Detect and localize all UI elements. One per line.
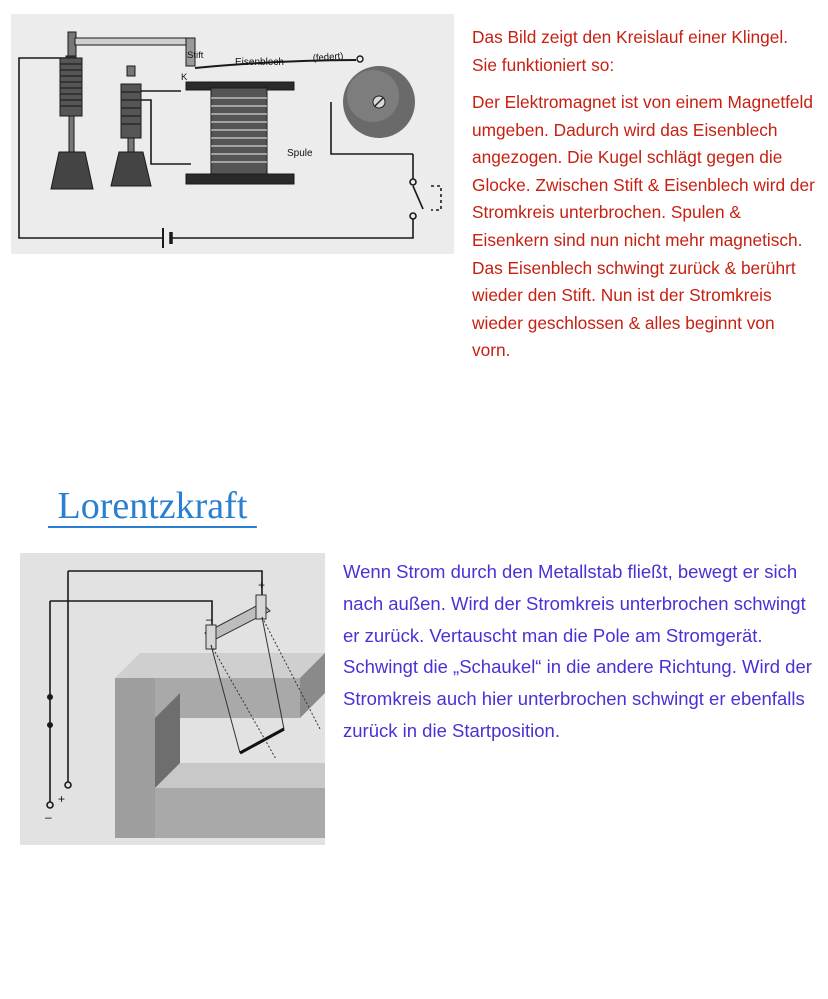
lorentz-svg [20, 553, 325, 845]
wire-front [50, 601, 212, 631]
label-sprung: (federt) [312, 50, 344, 64]
label-minus-top: – [206, 612, 213, 626]
electromagnet-coil [186, 82, 294, 184]
bell-intro-paragraph: Das Bild zeigt den Kreislauf einer Klingel. Sie funktioniert so: [472, 27, 789, 75]
lorentz-explanation-text: Wenn Strom durch den Metallstab fließt, bewegt er sich nach außen. Wird der Stromkreis unterbrochen schwingt er zurück. Vertauscht man die Pole am Stromgerät. Schwingt die „Schaukel“ in die andere Richtung. Wird der Stromkreis auch hier unterbrochen schwingt er ebenfalls zurück in die Startposition. [343, 561, 812, 741]
label-coil: Spule [287, 148, 313, 159]
bell-explanation-text [472, 89, 817, 365]
label-plus-terminal: + [58, 792, 66, 806]
bell-dome [343, 66, 415, 138]
lorentz-heading: Lorentzkraft [48, 485, 257, 527]
bell-explanation-paragraph: Der Elektromagnet ist von einem Magnetfeld umgeben. Dadurch wird das Eisenblech angezogen. Die Kugel schlägt gegen die Glocke. Zwischen Stift & Eisenblech wird der Stromkreis unterbrochen. Spulen & Eisenkern sind nun nicht mehr magnetisch. Das Eisenblech schwingt zurück & berührt wieder den Stift. Nun ist der Stromkreis wieder geschlossen & alles beginnt von vorn. [472, 92, 815, 361]
switch-lever [413, 186, 423, 209]
wire-battery-right [171, 219, 413, 238]
battery-symbol [163, 228, 171, 248]
rail-bar [205, 595, 270, 649]
switch-bracket [431, 186, 441, 210]
label-pin: Stift [187, 50, 204, 61]
right-post [111, 66, 151, 186]
horseshoe-magnet [115, 653, 325, 838]
label-plus-top: + [258, 578, 266, 592]
bell-circuit-diagram [11, 14, 454, 254]
bell-circuit-svg [11, 14, 454, 254]
lorentz-force-diagram [20, 553, 325, 845]
label-minus-terminal: – [45, 810, 52, 824]
label-iron-sheet: Eisenblech [235, 57, 284, 68]
label-contact: K [181, 72, 188, 83]
bell-intro-text [472, 24, 817, 79]
wire-back [68, 571, 262, 599]
